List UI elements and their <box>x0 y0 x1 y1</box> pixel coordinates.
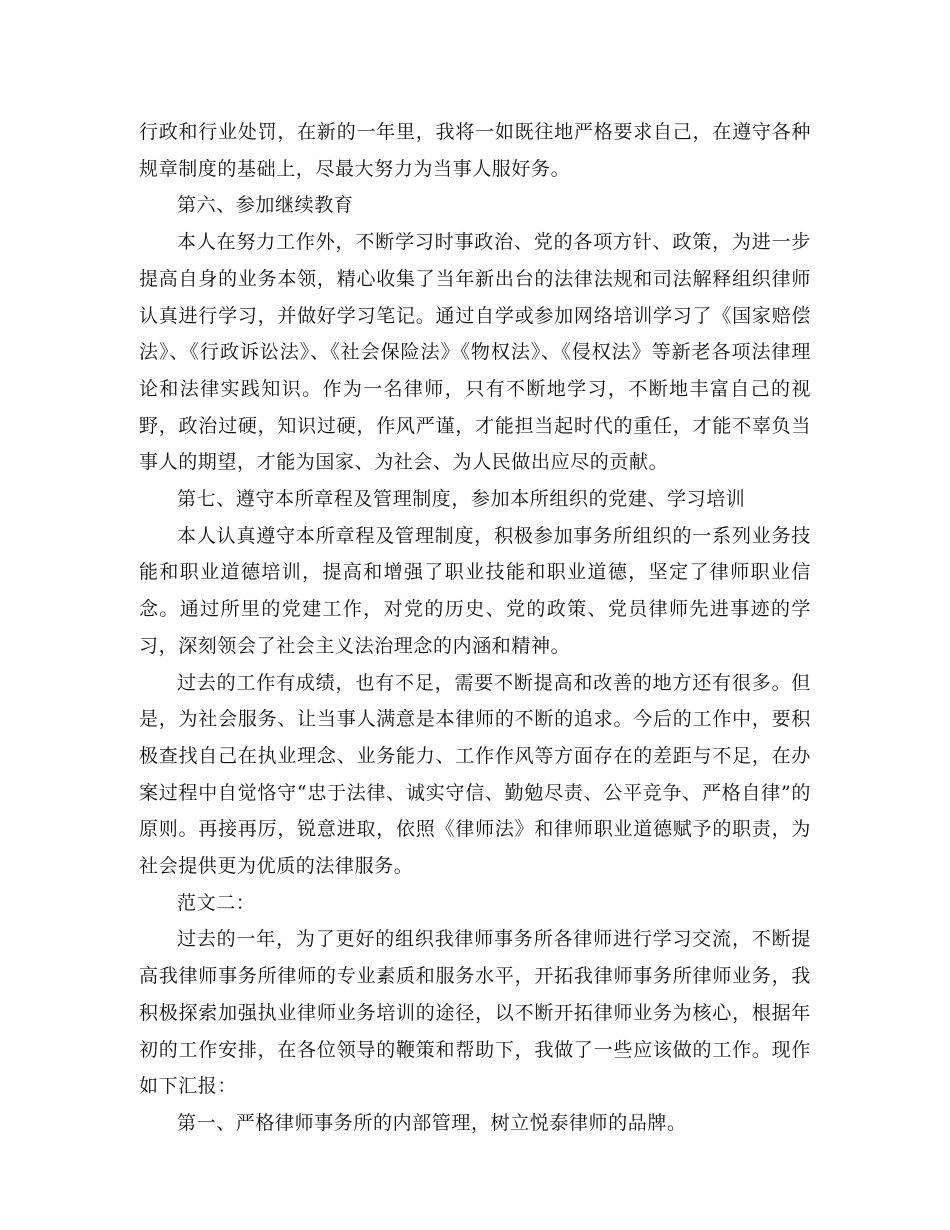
sample-heading-2: 范文二： <box>177 891 256 914</box>
paragraph-continuing-education: 本人在努力工作外，不断学习时事政治、党的各项方针、政策，为进一步提高自身的业务本领，精心收集了当年新出台的法律法规和司法解释组织律师认真进行学习，并做好学习笔记。通过自学或参加网络培训学习了《国家赔偿法》、《行政诉讼法》、《社会保险法》《物权法》、《侵权法》等新老各项法律理论和法律实践知识。作为一名律师，只有不断地学习，不断地丰富自己的视野，政治过硬，知识过硬，作风严谨，才能担当起时代的重任，才能不辜负当事人的期望，才能为国家、为社会、为人民做出应尽的贡献。 <box>139 231 811 474</box>
paragraph-sample-2-intro: 过去的一年，为了更好的组织我律师事务所各律师进行学习交流，不断提高我律师事务所律师的专业素质和服务水平，开拓我律师事务所律师业务，我积极探索加强执业律师业务培训的途径，以不断开拓律师业务为核心，根据年初的工作安排，在各位领导的鞭策和帮助下，我做了一些应该做的工作。现作如下汇报： <box>139 928 811 1098</box>
section-heading-6: 第六、参加继续教育 <box>177 194 354 217</box>
section-heading-7: 第七、遵守本所章程及管理制度，参加本所组织的党建、学习培训 <box>177 488 746 511</box>
paragraph-summary: 过去的工作有成绩，也有不足，需要不断提高和改善的地方还有很多。但是，为社会服务、让当事人满意是本律师的不断的追求。今后的工作中，要积极查找自己在执业理念、业务能力、工作作风等方面存在的差距与不足，在办案过程中自觉恪守“忠于法律、诚实守信、勤勉尽责、公平竞争、严格自律”的原则。再接再厉，锐意进取，依照《律师法》和律师职业道德赋予的职责，为社会提供更为优质的法律服务。 <box>139 671 811 878</box>
document-body <box>139 114 811 1142</box>
paragraph-continuation: 行政和行业处罚，在新的一年里，我将一如既往地严格要求自己，在遵守各种规章制度的基础上，尽最大努力为当事人服好务。 <box>139 121 811 180</box>
section-heading-1: 第一、严格律师事务所的内部管理，树立悦泰律师的品牌。 <box>177 1111 687 1134</box>
paragraph-firm-rules: 本人认真遵守本所章程及管理制度，积极参加事务所组织的一系列业务技能和职业道德培训，提高和增强了职业技能和职业道德，坚定了律师职业信念。通过所里的党建工作，对党的历史、党的政策、党员律师先进事迹的学习，深刻领会了社会主义法治理念的内涵和精神。 <box>139 524 811 657</box>
